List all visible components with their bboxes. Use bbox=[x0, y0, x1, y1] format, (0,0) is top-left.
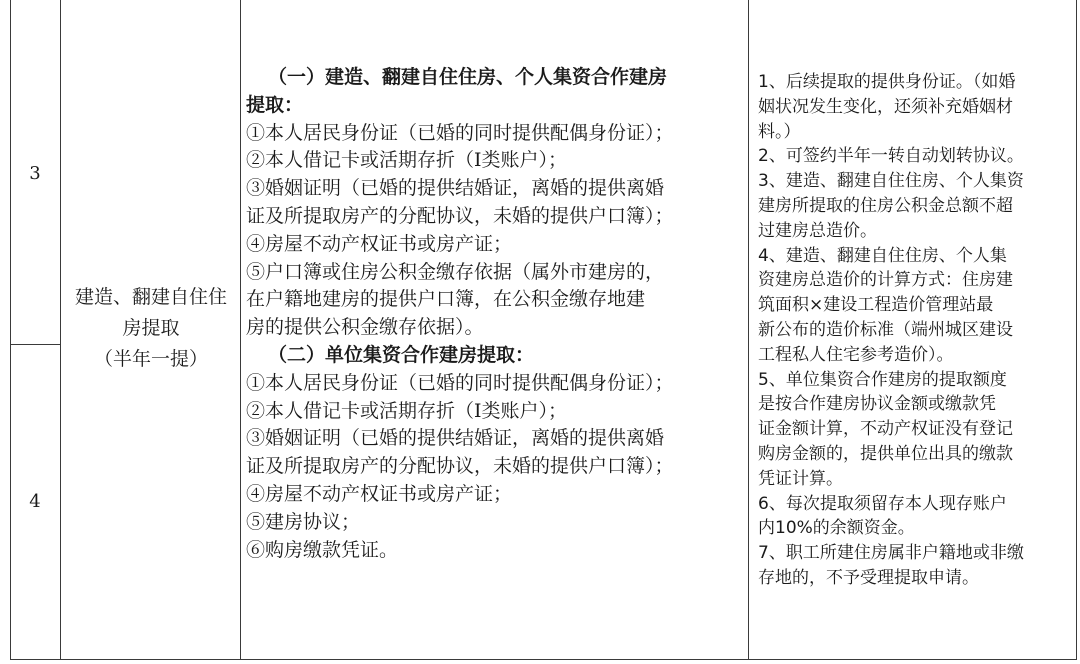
note-line: 过建房总造价。 bbox=[758, 220, 877, 241]
requirement-line: ⑤户口簿或住房公积金缴存依据（属外市建房的， bbox=[246, 260, 665, 283]
note-line: 凭证计算。 bbox=[758, 468, 843, 489]
requirement-heading: （二）单位集资合作建房提取： bbox=[268, 343, 535, 366]
requirement-line: ④房屋不动产权证书或房产证； bbox=[246, 482, 513, 505]
note-line: 2、可签约半年一转自动划转协议。 bbox=[758, 146, 1024, 167]
row-divider bbox=[10, 344, 60, 345]
item-line: （半年一提） bbox=[93, 348, 208, 370]
note-line: 资建房总造价的计算方式：住房建 bbox=[758, 270, 1013, 291]
note-line: 料。） bbox=[758, 121, 801, 142]
requirement-heading: （一）建造、翻建自住住房、个人集资合作建房 bbox=[268, 66, 668, 88]
note-line: 工程私人住宅参考造价）。 bbox=[758, 344, 954, 365]
note-line: 筑面积×建设工程造价管理站最 bbox=[758, 295, 994, 316]
requirement-line: ②本人借记卡或活期存折（Ⅰ类账户）； bbox=[246, 399, 568, 422]
note-line: 1、后续提取的提供身份证。（如婚 bbox=[758, 72, 1016, 92]
table-border-bottom bbox=[10, 659, 1077, 660]
item-line: 建造、翻建自住住 bbox=[74, 286, 227, 308]
item-line: 房提取 bbox=[122, 317, 180, 339]
note-line: 是按合作建房协议金额或缴款凭 bbox=[758, 394, 996, 415]
note-line: 3、建造、翻建自住住房、个人集资 bbox=[758, 171, 1024, 192]
requirement-line: ④房屋不动产权证书或房产证； bbox=[246, 232, 513, 255]
requirements-cell bbox=[246, 64, 748, 564]
requirement-line: ⑤建房协议； bbox=[246, 510, 361, 533]
row-number-3: 3 bbox=[29, 163, 41, 184]
table-border-right bbox=[1076, 0, 1077, 660]
requirement-line: ②本人借记卡或活期存折（Ⅰ类账户）； bbox=[246, 149, 568, 172]
requirement-line: ③婚姻证明（已婚的提供结婚证，离婚的提供离婚 bbox=[246, 177, 665, 200]
requirement-line: 证及所提取房产的分配协议，未婚的提供户口簿）； bbox=[246, 455, 674, 478]
requirement-heading: 提取： bbox=[246, 93, 304, 116]
note-line: 内10%的余额资金。 bbox=[758, 518, 915, 539]
requirement-line: 房的提供公积金缴存依据）。 bbox=[246, 316, 484, 339]
requirement-line: 证及所提取房产的分配协议，未婚的提供户口簿）； bbox=[246, 204, 674, 227]
requirement-line: ⑥购房缴款凭证。 bbox=[246, 538, 399, 561]
note-line: 证金额计算，不动产权证没有登记 bbox=[758, 419, 1013, 440]
note-line: 7、职工所建住房属非户籍地或非缴 bbox=[758, 543, 1024, 564]
note-line: 购房金额的，提供单位出具的缴款 bbox=[758, 443, 1013, 464]
table-border-left bbox=[10, 0, 11, 660]
note-line: 存地的，不予受理提取申请。 bbox=[758, 567, 979, 588]
note-line: 4、建造、翻建自住住房、个人集 bbox=[758, 245, 1007, 266]
table-border-col1 bbox=[60, 0, 61, 660]
requirement-line: ①本人居民身份证（已婚的同时提供配偶身份证）； bbox=[246, 121, 674, 144]
row-number-4: 4 bbox=[29, 491, 41, 512]
table-border-col3 bbox=[748, 0, 749, 660]
note-line: 新公布的造价标准（端州城区建设 bbox=[758, 319, 1013, 340]
note-line: 5、单位集资合作建房的提取额度 bbox=[758, 369, 1007, 390]
requirement-line: ③婚姻证明（已婚的提供结婚证，离婚的提供离婚 bbox=[246, 427, 665, 450]
notes-cell bbox=[758, 70, 1074, 591]
requirement-line: ①本人居民身份证（已婚的同时提供配偶身份证）； bbox=[246, 371, 674, 394]
note-line: 建房所提取的住房公积金总额不超 bbox=[758, 195, 1013, 216]
item-cell bbox=[62, 282, 240, 375]
note-line: 6、每次提取须留存本人现存账户 bbox=[758, 493, 1007, 514]
table-border-col2 bbox=[240, 0, 241, 660]
note-line: 姻状况发生变化，还须补充婚姻材 bbox=[758, 96, 1013, 117]
requirement-line: 在户籍地建房的提供户口簿，在公积金缴存地建 bbox=[246, 288, 646, 311]
